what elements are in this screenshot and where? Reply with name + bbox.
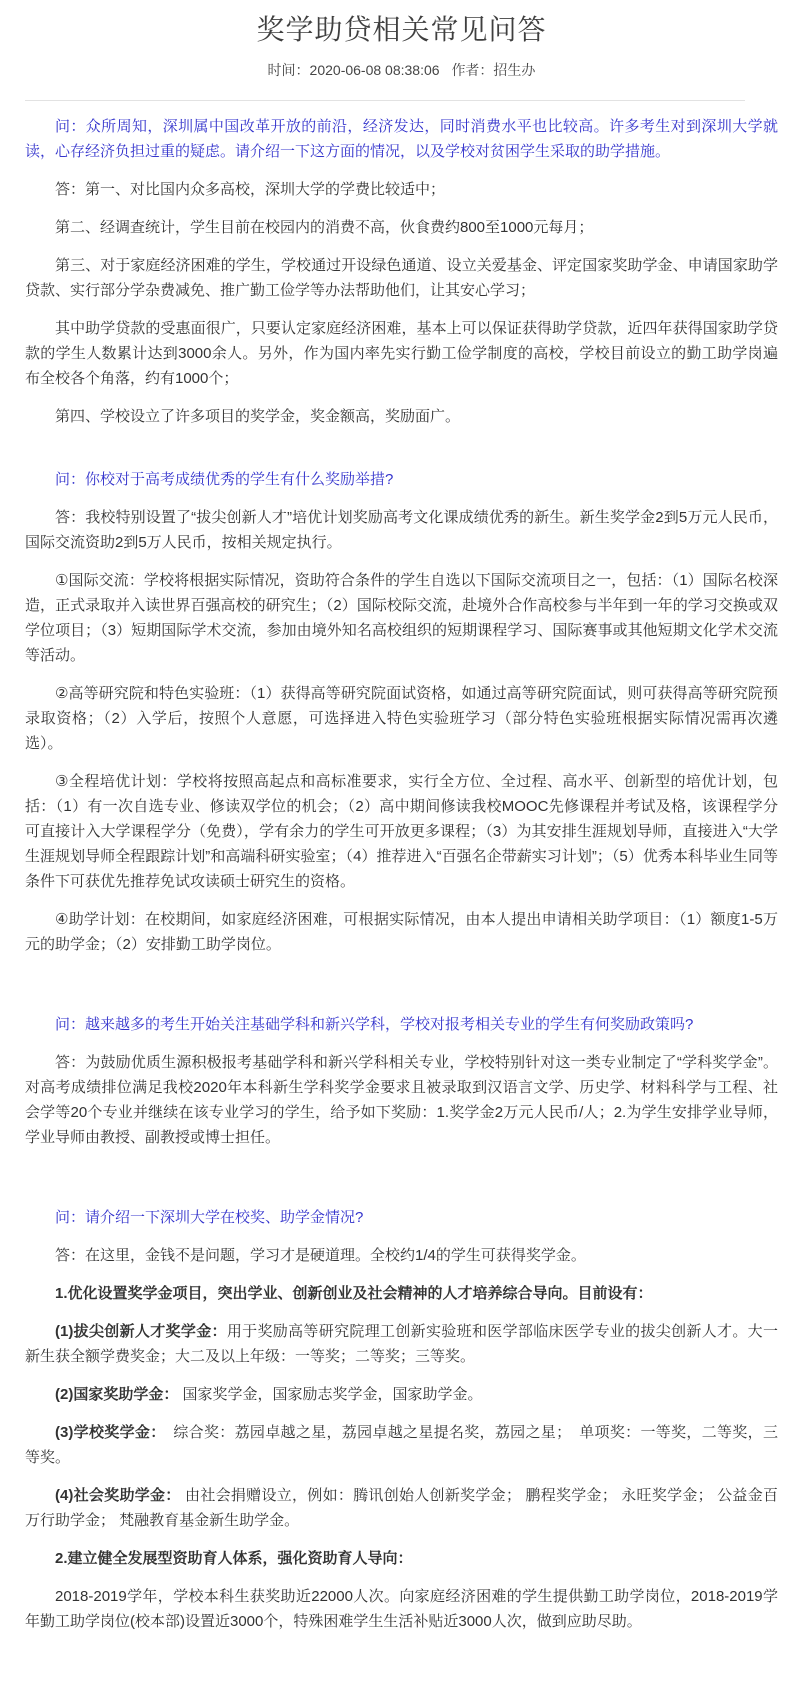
question-paragraph: 问：众所周知，深圳属中国改革开放的前沿，经济发达，同时消费水平也比较高。许多考生对到深圳大学就读，心存经济负担过重的疑虑。请介绍一下这方面的情况，以及学校对贫困学生采取的助学措施。: [25, 118, 778, 160]
meta-author: 作者：招生办: [451, 62, 536, 78]
page-title: 奖学助贷相关常见问答: [256, 14, 547, 45]
qa-section: [25, 1012, 778, 1150]
answer-paragraph: ②高等研究院和特色实验班：（1）获得高等研究院面试资格，如通过高等研究院面试，则可获得高等研究院预录取资格；（2）入学后，按照个人意愿，可选择进入特色实验班学习（部分特色实验班根据实际情况需再次遴选）。: [25, 685, 778, 752]
qa-section: [25, 1205, 778, 1634]
answer-paragraph: 第三、对于家庭经济困难的学生，学校通过开设绿色通道、设立关爱基金、评定国家奖助学金、申请国家助学贷款、实行部分学杂费减免、推广勤工俭学等办法帮助他们，让其安心学习；: [25, 257, 778, 299]
question-paragraph: 问：你校对于高考成绩优秀的学生有什么奖励举措?: [55, 471, 394, 488]
answer-paragraph: (4)社会奖助学金： 由社会捐赠设立，例如：腾讯创始人创新奖学金； 鹏程奖学金； 永旺奖学金； 公益金百万行助学金； 梵融教育基金新生助学金。: [25, 1487, 778, 1529]
article-meta: [25, 61, 778, 79]
answer-paragraph: 答：第一、对比国内众多高校，深圳大学的学费比较适中；: [55, 181, 446, 198]
answer-paragraph: ③全程培优计划：学校将按照高起点和高标准要求，实行全方位、全过程、高水平、创新型的培优计划，包括：（1）有一次自选专业、修读双学位的机会；（2）高中期间修读我校MOOC先修课程并考试及格，该课程学分可直接计入大学课程学分（免费），学有余力的学生可开放更多课程；（3）为其安排生涯规划导师，直接进入“大学生涯规划导师全程跟踪计划”和高端科研实验室；（4）推荐进入“百强名企带薪实习计划”；（5）优秀本科毕业生同等条件下可获优先推荐免试攻读硕士研究生的资格。: [25, 773, 778, 890]
answer-paragraph: ①国际交流：学校将根据实际情况，资助符合条件的学生自选以下国际交流项目之一，包括：（1）国际名校深造，正式录取并入读世界百强高校的研究生；（2）国际校际交流，赴境外合作高校参与半年到一年的学习交换或双学位项目；（3）短期国际学术交流，参加由境外知名高校组织的短期课程学习、国际赛事或其他短期文化学术交流等活动。: [25, 572, 778, 664]
answer-lead-label: (4)社会奖助学金：: [55, 1487, 181, 1504]
answer-paragraph: (3)学校奖学金： 综合奖：荔园卓越之星，荔园卓越之星提名奖，荔园之星； 单项奖：一等奖，二等奖，三等奖。: [25, 1424, 778, 1466]
answer-paragraph: 其中助学贷款的受惠面很广，只要认定家庭经济困难，基本上可以保证获得助学贷款，近四年获得国家助学贷款的学生人数累计达到3000余人。另外，作为国内率先实行勤工俭学制度的高校，学校目前设立的勤工助学岗遍布全校各个角落，约有1000个；: [25, 320, 778, 387]
answer-paragraph: 答：在这里，金钱不是问题，学习才是硬道理。全校约1/4的学生可获得奖学金。: [55, 1247, 586, 1264]
answer-lead-label: (2)国家奖助学金：: [55, 1386, 179, 1403]
meta-time: 时间：2020-06-08 08:38:06: [267, 62, 440, 78]
qa-sections: [25, 114, 778, 1687]
answer-paragraph: 答：我校特别设置了“拔尖创新人才”培优计划奖励高考文化课成绩优秀的新生。新生奖学金2到5万元人民币，国际交流资助2到5万人民币，按相关规定执行。: [25, 509, 778, 551]
answer-paragraph: (1)拔尖创新人才奖学金：用于奖励高等研究院理工创新实验班和医学部临床医学专业的拔尖创新人才。大一新生获全额学费奖金；大二及以上年级：一等奖；二等奖；三等奖。: [25, 1323, 778, 1365]
question-paragraph: 问：请介绍一下深圳大学在校奖、助学金情况?: [55, 1209, 364, 1226]
answer-paragraph: 2018-2019学年，学校本科生获奖助近22000人次。向家庭经济困难的学生提供勤工助学岗位，2018-2019学年勤工助学岗位(校本部)设置近3000个，特殊困难学生生活补贴近3000人次，做到应助尽助。: [25, 1588, 778, 1630]
answer-paragraph: 2.建立健全发展型资助育人体系，强化资助育人导向：: [55, 1550, 413, 1567]
qa-section: [25, 114, 778, 429]
answer-paragraph: 答：为鼓励优质生源积极报考基础学科和新兴学科相关专业，学校特别针对这一类专业制定了“学科奖学金”。对高考成绩排位满足我校2020年本科新生学科奖学金要求且被录取到汉语言文学、历史学、材料科学与工程、社会学等20个专业并继续在该专业学习的学生，给予如下奖励：1.奖学金2万元人民币/人；2.为学生安排学业导师，学业导师由教授、副教授或博士担任。: [25, 1054, 778, 1146]
qa-section: [25, 467, 778, 957]
answer-paragraph: 第二、经调查统计，学生目前在校园内的消费不高，伙食费约800至1000元每月；: [55, 219, 594, 236]
divider-line: [25, 100, 745, 101]
answer-paragraph: ④助学计划：在校期间，如家庭经济困难，可根据实际情况，由本人提出申请相关助学项目：（1）额度1-5万元的助学金；（2）安排勤工助学岗位。: [25, 911, 778, 953]
question-paragraph: 问：越来越多的考生开始关注基础学科和新兴学科，学校对报考相关专业的学生有何奖励政策吗?: [55, 1016, 694, 1033]
answer-paragraph: (2)国家奖助学金： 国家奖学金，国家励志奖学金，国家助学金。: [55, 1386, 483, 1403]
answer-lead-label: (1)拔尖创新人才奖学金：: [55, 1323, 227, 1340]
answer-lead-label: (3)学校奖学金：: [55, 1424, 159, 1441]
answer-paragraph: 第四、学校设立了许多项目的奖学金，奖金额高，奖励面广。: [55, 408, 461, 425]
answer-paragraph: 1.优化设置奖学金项目，突出学业、创新创业及社会精神的人才培养综合导向。目前设有：: [55, 1285, 653, 1302]
article-page: [0, 14, 803, 1687]
